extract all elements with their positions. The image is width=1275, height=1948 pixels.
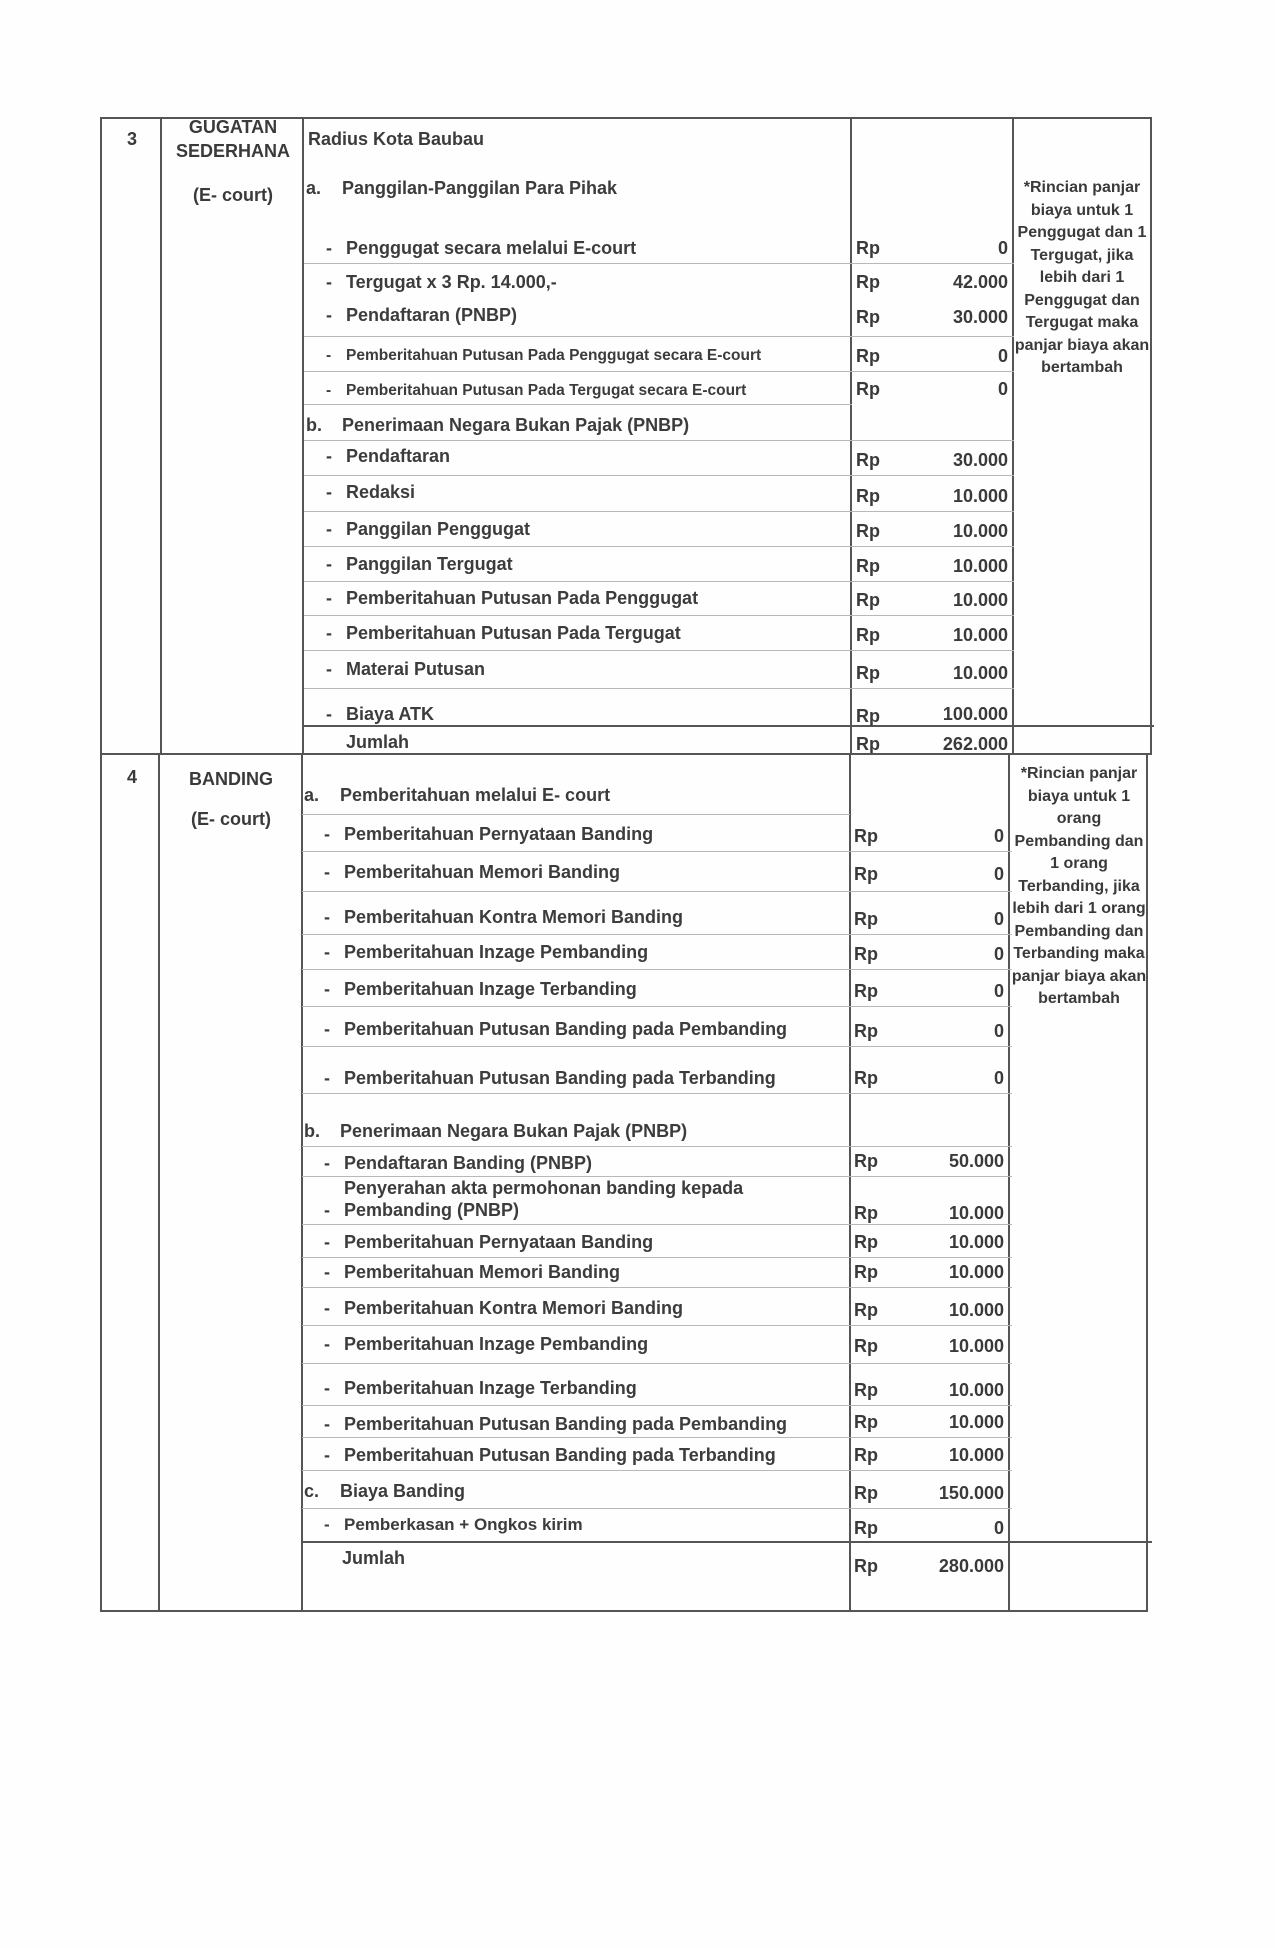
table-row [302,892,1012,935]
currency: Rp [854,1445,878,1465]
row-desc: - Penggugat secara melalui E-court [326,238,637,258]
amount: 30.000 [952,450,1008,470]
currency: Rp [854,1300,878,1320]
amount: 0 [993,826,1004,846]
currency: Rp [854,1412,878,1432]
currency: Rp [854,1068,878,1088]
amount: 10.000 [952,590,1008,610]
amount: 10.000 [948,1203,1004,1223]
amount: 100.000 [942,704,1008,724]
amount: 0 [993,1068,1004,1088]
category-line: BANDING [189,769,273,789]
row-desc: - Pemberitahuan Putusan Pada Penggugat [326,588,699,608]
row-desc: - Tergugat x 3 Rp. 14.000,- [326,272,557,292]
table-row [302,1438,1012,1471]
amount: 10.000 [948,1380,1004,1400]
section-note: *Rincian panjar biaya untuk 1 orang Pembanding dan 1 orang Terbanding, jika lebih dari 1 orang Pembanding dan Terbanding maka panjar biaya akan bertambah [1011,765,1147,1007]
amount: 0 [993,1021,1004,1041]
row-desc: - Pemberitahuan Inzage Terbanding [324,979,637,999]
currency: Rp [854,981,878,1001]
table-row [304,547,1014,582]
row-desc: - Panggilan Tergugat [326,554,513,574]
currency: Rp [854,1518,878,1538]
total-amount: 280.000 [938,1556,1004,1576]
total-label: Jumlah [342,1548,406,1568]
amount: 10.000 [952,625,1008,645]
category-line: SEDERHANA [175,141,290,161]
currency: Rp [854,1556,878,1576]
row-desc: - Pemberitahuan Inzage Terbanding [324,1378,637,1398]
row-desc: - Pemberitahuan Memori Banding [324,862,621,882]
row-desc: - Biaya ATK [326,704,435,724]
row-desc: Penyerahan akta permohonan banding kepada - Pembanding (PNBP) [312,1177,743,1221]
table-row [302,970,1012,1007]
amount: 0 [997,238,1008,258]
currency: Rp [854,1336,878,1356]
amount: 10.000 [948,1445,1004,1465]
table-row [304,372,1008,405]
table-row [302,1094,1012,1147]
category-subtitle: (E- court) [193,185,273,205]
table-row [302,1364,1012,1406]
column-divider [160,119,162,753]
amount: 10.000 [948,1336,1004,1356]
table-row [302,1288,1012,1326]
currency: Rp [854,909,878,929]
table-row [302,815,1012,852]
row-desc: - Pemberitahuan Putusan Banding pada Terbanding [324,1445,776,1465]
row-desc: - Pemberitahuan Inzage Pembanding [324,1334,649,1354]
row-desc: - Pemberitahuan Inzage Pembanding [324,942,649,962]
row-desc: - Materai Putusan [326,659,486,679]
table-row [304,476,1014,512]
section-note: *Rincian panjar biaya untuk 1 Penggugat dan 1 Tergugat, jika lebih dari 1 Penggugat dan Tergugat maka panjar biaya akan bertambah [1014,179,1150,376]
row-desc: - Redaksi [326,482,416,502]
currency: Rp [856,272,880,292]
row-desc: - Pemberitahuan Putusan Pada Tergugat [326,623,681,643]
table-row [304,405,1014,441]
currency: Rp [854,1151,878,1171]
total-row [302,1543,1012,1579]
row-desc: - Pemberkasan + Ongkos kirim [324,1515,583,1534]
row-desc: a. Pemberitahuan melalui E- court [304,785,611,805]
currency: Rp [856,734,880,754]
row-desc: - Pemberitahuan Putusan Pada Tergugat secara E-court [326,382,747,399]
currency: Rp [856,346,880,366]
currency: Rp [856,556,880,576]
total-amount: 262.000 [942,734,1008,754]
table-row [302,852,1012,892]
total-row [304,727,1014,755]
currency: Rp [856,590,880,610]
amount: 50.000 [948,1151,1004,1171]
amount: 10.000 [952,663,1008,683]
row-desc: b. Penerimaan Negara Bukan Pajak (PNBP) [304,1121,688,1141]
table-row [302,1177,1012,1225]
row-desc: - Pemberitahuan Pernyataan Banding [324,1232,654,1252]
region-row [304,119,1014,172]
section-category [160,767,302,831]
currency: Rp [854,864,878,884]
table-row [304,582,1014,616]
amount: 10.000 [948,1232,1004,1252]
row-desc: - Pemberitahuan Kontra Memori Banding [324,907,684,927]
row-label-line: Penyerahan akta permohonan banding kepada [344,1178,744,1198]
row-desc: - Pemberitahuan Kontra Memori Banding [324,1298,684,1318]
section-number: 4 [126,767,137,787]
category-subtitle: (E- court) [191,809,271,829]
table-row [304,651,1014,689]
currency: Rp [854,944,878,964]
row-label: Panggilan-Panggilan Para Pihak [342,178,618,198]
table-row [302,1471,1012,1509]
amount: 42.000 [952,272,1008,292]
row-desc: - Pendaftaran [326,446,451,466]
row-marker: a. [306,178,322,198]
amount: 10.000 [952,521,1008,541]
table-row [302,755,850,815]
currency: Rp [854,1203,878,1223]
table-row [304,232,1014,264]
region-label: Radius Kota Baubau [308,129,485,149]
currency: Rp [856,706,880,726]
table-row [304,264,1014,297]
table-row [302,1509,1152,1543]
table-row [302,935,1012,970]
table-row [304,441,1014,476]
category-line: GUGATAN [188,117,278,137]
amount: 10.000 [948,1300,1004,1320]
row-desc: - Pemberitahuan Putusan Banding pada Pembanding [324,1019,788,1039]
section-number: 3 [126,129,137,149]
currency: Rp [856,379,880,399]
row-desc [306,178,617,199]
currency: Rp [856,486,880,506]
table-row [302,1007,1012,1047]
currency: Rp [856,450,880,470]
currency: Rp [854,1262,878,1282]
amount: 10.000 [948,1262,1004,1282]
table-row [304,512,1014,547]
amount: 10.000 [948,1412,1004,1432]
amount: 10.000 [952,556,1008,576]
amount: 0 [993,944,1004,964]
table-row [302,1326,1012,1364]
section-banding [100,753,1148,1612]
table-row [302,1406,1012,1438]
row-desc: c. Biaya Banding [304,1481,466,1501]
amount: 0 [993,981,1004,1001]
row-desc: - Pemberitahuan Putusan Banding pada Terbanding [324,1068,776,1088]
total-label: Jumlah [346,732,410,752]
currency: Rp [856,625,880,645]
table-row [302,1047,1012,1094]
row-desc: b. Penerimaan Negara Bukan Pajak (PNBP) [306,415,690,435]
currency: Rp [854,1232,878,1252]
currency: Rp [854,1021,878,1041]
amount: 0 [993,864,1004,884]
amount: 10.000 [952,486,1008,506]
currency: Rp [856,663,880,683]
currency: Rp [854,826,878,846]
currency: Rp [856,521,880,541]
table-row [304,297,1014,337]
amount: 0 [997,346,1008,366]
section-category [162,115,304,207]
row-desc: - Pemberitahuan Putusan Pada Penggugat secara E-court [326,347,762,364]
row-desc: - Pemberitahuan Memori Banding [324,1262,621,1282]
currency: Rp [856,307,880,327]
currency: Rp [854,1483,878,1503]
table-row [304,616,1014,651]
amount: 30.000 [952,307,1008,327]
section-gugatan-sederhana [100,117,1152,755]
row-desc: - Panggilan Penggugat [326,519,531,539]
row-desc: - Pendaftaran Banding (PNBP) [324,1153,593,1173]
column-divider [158,755,160,1610]
table-row [304,172,852,232]
amount: 0 [997,379,1008,399]
table-row [302,1147,1012,1177]
table-row [302,1225,1012,1258]
currency: Rp [854,1380,878,1400]
row-desc: - Pemberitahuan Pernyataan Banding [324,824,654,844]
table-row [304,689,1154,727]
currency: Rp [856,238,880,258]
amount: 0 [993,909,1004,929]
row-desc: - Pemberitahuan Putusan Banding pada Pembanding [324,1414,788,1434]
table-row [304,337,1014,372]
amount: 150.000 [938,1483,1004,1503]
row-desc: - Pendaftaran (PNBP) [326,305,518,325]
table-row [302,1258,1012,1288]
amount: 0 [993,1518,1004,1538]
